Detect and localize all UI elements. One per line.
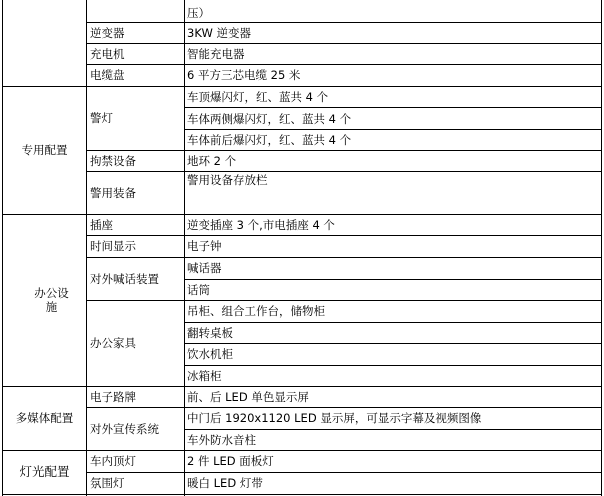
grid-line: [86, 0, 87, 496]
value-ambient-light: 暖白 LED 灯带: [187, 476, 263, 490]
category-media-wrap: [2, 386, 87, 450]
item-charger: 充电机: [90, 46, 125, 61]
grid-line: [2, 214, 602, 215]
value-restraint: 地环 2 个: [187, 153, 237, 168]
value-microphone: 话筒: [187, 282, 210, 297]
value-megaphone: 喊话器: [187, 261, 222, 275]
value-electronic-sign: 前、后 LED 单色显示屏: [187, 389, 309, 404]
item-restraint: 拘禁设备: [90, 153, 136, 168]
value-furniture-1: 吊柜、组合工作台，储物柜: [187, 304, 325, 318]
grid-line: [86, 257, 602, 258]
value-warning-light-3: 车体前后爆闪灯，红、蓝共 4 个: [187, 132, 352, 147]
value-clock: 电子钟: [187, 239, 222, 253]
item-inverter: 逆变器: [90, 26, 125, 40]
value-socket: 逆变插座 3 个,市电插座 4 个: [187, 217, 335, 232]
grid-line: [184, 129, 602, 130]
value-ceiling-light: 2 件 LED 面板灯: [187, 454, 274, 468]
category-media: 多媒体配置: [15, 411, 74, 425]
grid-line: [2, 0, 3, 496]
grid-line: [86, 150, 602, 151]
item-cable-reel: 电缆盘: [90, 68, 125, 82]
item-shout-device: 对外喊话装置: [90, 271, 159, 286]
value-charger: 智能充电器: [187, 46, 245, 61]
grid-line: [184, 107, 602, 108]
grid-line: [86, 22, 602, 23]
category-special: 专用配置: [21, 143, 68, 157]
category-office-wrap: [2, 214, 87, 386]
grid-line: [184, 429, 602, 430]
grid-line: [184, 279, 602, 280]
value-warning-light-2: 车体两侧爆闪灯，红、蓝共 4 个: [187, 111, 352, 126]
item-ceiling-light: 车内顶灯: [90, 454, 136, 468]
value-police-gear: 警用设备存放栏: [187, 173, 268, 187]
grid-line: [86, 472, 602, 473]
category-office: 办公设施: [34, 286, 69, 314]
grid-line: [184, 0, 185, 496]
item-police-gear: 警用装备: [90, 185, 136, 200]
value-furniture-3: 饮水机柜: [187, 347, 233, 361]
row-continued-value: 压）: [187, 5, 210, 20]
grid-line: [2, 494, 602, 495]
item-socket: 插座: [90, 217, 113, 232]
grid-line: [2, 450, 602, 451]
item-electronic-sign: 电子路牌: [90, 389, 136, 404]
grid-line: [86, 64, 602, 65]
value-cable-reel: 6 平方三芯电缆 25 米: [187, 68, 301, 82]
item-furniture: 办公家具: [90, 336, 136, 350]
grid-line: [2, 386, 602, 387]
grid-line: [184, 343, 602, 344]
grid-line: [184, 365, 602, 366]
grid-line: [86, 171, 602, 172]
value-warning-light-1: 车顶爆闪灯，红、蓝共 4 个: [187, 90, 329, 104]
grid-line: [86, 43, 602, 44]
grid-line: [86, 235, 602, 236]
item-clock: 时间显示: [90, 239, 136, 253]
value-promo-speaker: 车外防水音柱: [187, 432, 256, 447]
value-promo-screen: 中门后 1920x1120 LED 显示屏，可显示字幕及视频图像: [187, 411, 482, 425]
grid-line: [601, 0, 602, 496]
item-warning-light: 警灯: [90, 111, 113, 125]
item-promo-system: 对外宣传系统: [90, 421, 159, 436]
grid-line: [2, 86, 602, 87]
value-furniture-4: 冰箱柜: [187, 368, 222, 383]
value-inverter: 3KW 逆变器: [187, 26, 251, 40]
category-lighting: 灯光配置: [19, 464, 70, 479]
value-furniture-2: 翻转桌板: [187, 325, 233, 340]
item-ambient-light: 氛围灯: [90, 476, 125, 490]
grid-line: [86, 407, 602, 408]
grid-line: [86, 300, 602, 301]
grid-line: [184, 322, 602, 323]
